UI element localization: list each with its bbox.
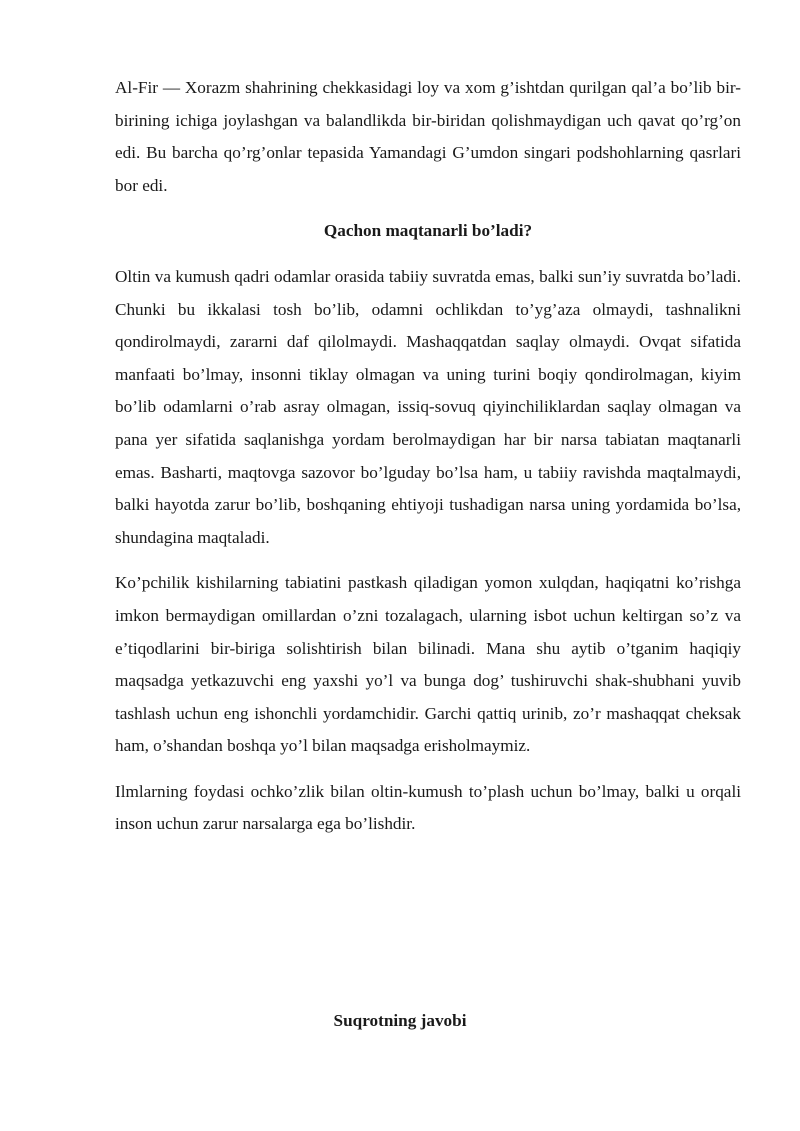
paragraph-gap: [115, 554, 741, 567]
paragraph-kopchilik: Ko’pchilik kishilarning tabiatini pastkash qiladigan yomon xulqdan, haqiqatni ko’rishga imkon bermaydigan omillardan o’zni tozalagach, ularning isbot uchun keltirgan so’z va e’tiqodlarini bir-biriga solishtirish bilan bilinadi. Mana shu aytib o’tganim haqiqiy maqsadga yetkazuvchi eng yaxshi yo’l va bunga dog’ tushiruvchi shak-shubhani yuvib tashlash uchun eng ishonchli yordamchidir. Garchi qattiq urinib, zo’r mashaqqat cheksak ham, o’shandan boshqa yo’l bilan maqsadga erisholmaymiz.: [115, 573, 741, 756]
paragraph-gap: [115, 248, 741, 261]
document-body: [115, 72, 741, 841]
paragraph-al-fir: Al-Fir — Xorazm shahrining chekkasidagi loy va xom g’ishtdan qurilgan qal’a bo’lib bir-birining ichiga joylashgan va balandlikda bir-biridan qolishmaydigan uch qavat qo’rg’on edi. Bu barcha qo’rg’onlar tepasida Yamandagi G’umdon singari podshohlarning qasrlari bor edi.: [115, 78, 741, 195]
paragraph-oltin-kumush: Oltin va kumush qadri odamlar orasida tabiiy suvratda emas, balki sun’iy suvratda bo’ladi. Chunki bu ikkalasi tosh bo’lib, odamni ochlikdan to’yg’aza olmaydi, tashnalikni qondirolmaydi, zararni daf qilolmaydi. Mashaqqatdan saqlay olmaydi. Ovqat sifatida manfaati bo’lmay, insonni tiklay olmagan va uning turini boqiy qondirolmagan, kiyim bo’lib odamlarni o’rab asray olmagan, issiq-sovuq qiyinchiliklardan saqlay olmagan va pana yer sifatida saqlanishga yordam berolmaydigan har bir narsa tabiatan maqtanarli emas. Basharti, maqtovga sazovor bo’lguday bo’lsa ham, u tabiiy ravishda maqtalmaydi, balki hayotda zarur bo’lib, boshqaning ehtiyoji tushadigan narsa uning yordamida bo’lsa, shundagina maqtaladi.: [115, 266, 741, 547]
paragraph-gap: [115, 202, 741, 215]
paragraph-ilmlar-foydasi: Ilmlarning foydasi ochko’zlik bilan oltin-kumush to’plash uchun bo’lmay, balki u orqali inson uchun zarur narsalarga ega bo’lishdir.: [115, 781, 741, 834]
section-heading-maqtanarli: Qachon maqtanarli bo’ladi?: [323, 221, 533, 241]
section-heading-suqrot: Suqrotning javobi: [333, 1011, 467, 1030]
paragraph-gap: [115, 763, 741, 776]
